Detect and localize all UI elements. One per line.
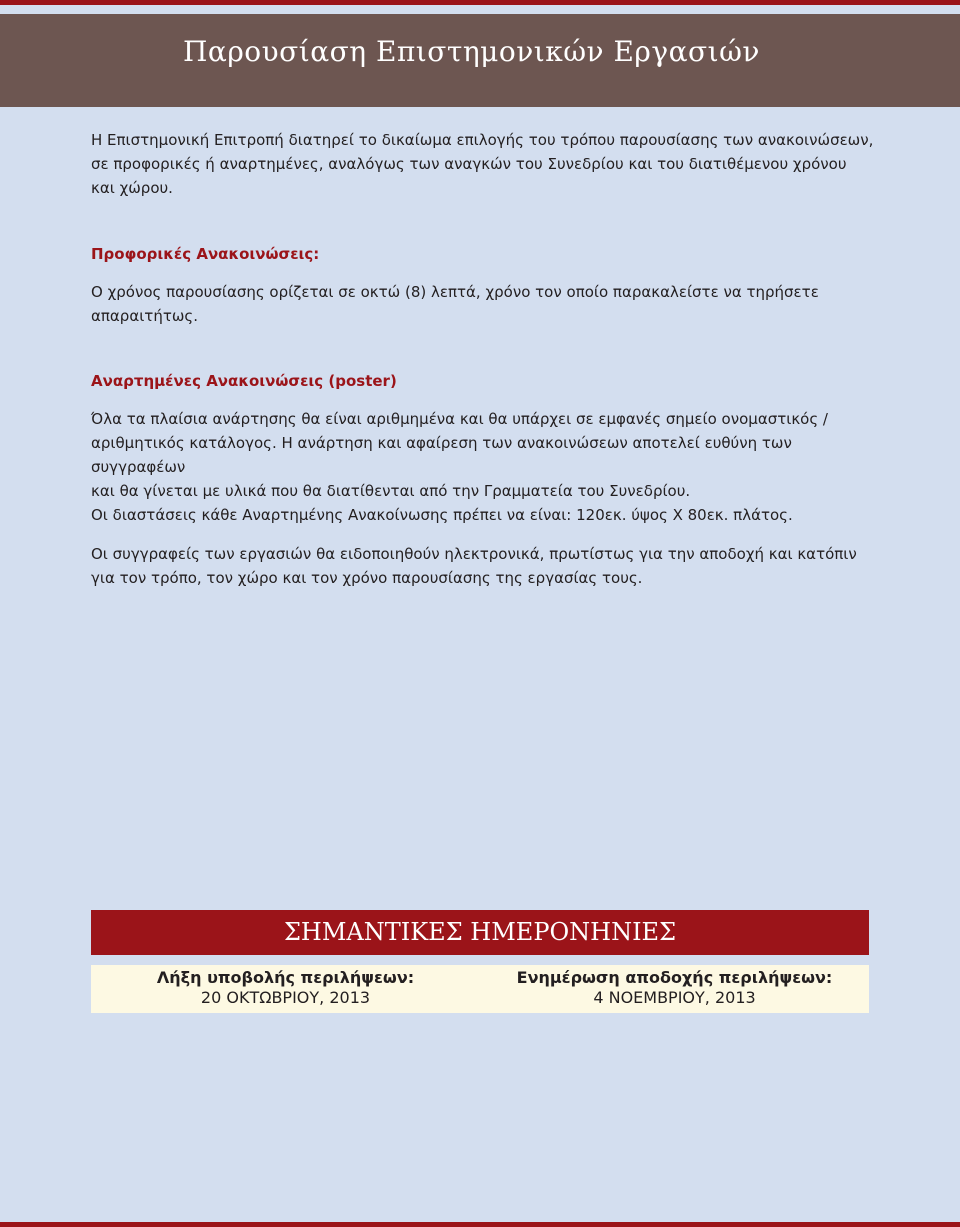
main-content <box>91 128 881 590</box>
page-title: Παρουσίαση Επιστημονικών Εργασιών <box>183 35 760 68</box>
important-dates-banner <box>91 910 869 955</box>
intro-line: και χώρου. <box>91 179 173 197</box>
date-item-acceptance-notice <box>480 965 869 1013</box>
poster-heading: Αναρτημένες Ανακοινώσεις (poster) <box>91 372 397 390</box>
intro-line: σε προφορικές ή αναρτημένες, αναλόγως των αναγκών του Συνεδρίου και του διατιθέμενου χρόνου <box>91 155 847 173</box>
date-item-abstract-deadline <box>91 965 480 1013</box>
bottom-rule <box>0 1222 960 1227</box>
poster-line: Οι διαστάσεις κάθε Αναρτημένης Ανακοίνωσης πρέπει να είναι: 120εκ. ύψος Χ 80εκ. πλάτος. <box>91 506 793 524</box>
oral-line: Ο χρόνος παρουσίασης ορίζεται σε οκτώ (8) λεπτά, χρόνο τον οποίο παρακαλείστε να τηρήσετε <box>91 283 819 301</box>
date-label: Λήξη υποβολής περιλήψεων: <box>156 968 415 987</box>
important-dates-panel <box>91 965 869 1013</box>
intro-paragraph <box>91 128 881 200</box>
date-value: 20 ΟΚΤΩΒΡΙΟΥ, 2013 <box>200 988 371 1007</box>
poster-line: αριθμητικός κατάλογος. Η ανάρτηση και αφαίρεση των ανακοινώσεων αποτελεί ευθύνη των συγγραφέων <box>91 434 792 476</box>
oral-line: απαραιτήτως. <box>91 307 198 325</box>
poster-line: και θα γίνεται με υλικά που θα διατίθενται από την Γραμματεία του Συνεδρίου. <box>91 482 691 500</box>
notification-line: για τον τρόπο, τον χώρο και τον χρόνο παρουσίασης της εργασίας τους. <box>91 569 643 587</box>
date-label: Ενημέρωση αποδοχής περιλήψεων: <box>516 968 833 987</box>
poster-line: Όλα τα πλαίσια ανάρτησης θα είναι αριθμημένα και θα υπάρχει σε εμφανές σημείο ονομαστικός / <box>91 410 828 428</box>
date-value: 4 ΝΟΕΜΒΡΙΟΥ, 2013 <box>593 988 756 1007</box>
oral-section <box>91 242 881 328</box>
top-rule <box>0 0 960 5</box>
notification-paragraph <box>91 542 881 590</box>
intro-line: Η Επιστημονική Επιτροπή διατηρεί το δικαίωμα επιλογής του τρόπου παρουσίασης των ανακοινώσεων, <box>91 131 874 149</box>
poster-section <box>91 369 881 527</box>
important-dates-title: ΣΗΜΑΝΤΙΚΕΣ ΗΜΕΡΟΝΗΝΙΕΣ <box>283 918 677 946</box>
oral-heading: Προφορικές Ανακοινώσεις: <box>91 245 320 263</box>
notification-line: Οι συγγραφείς των εργασιών θα ειδοποιηθούν ηλεκτρονικά, πρωτίστως για την αποδοχή και κατόπιν <box>91 545 857 563</box>
